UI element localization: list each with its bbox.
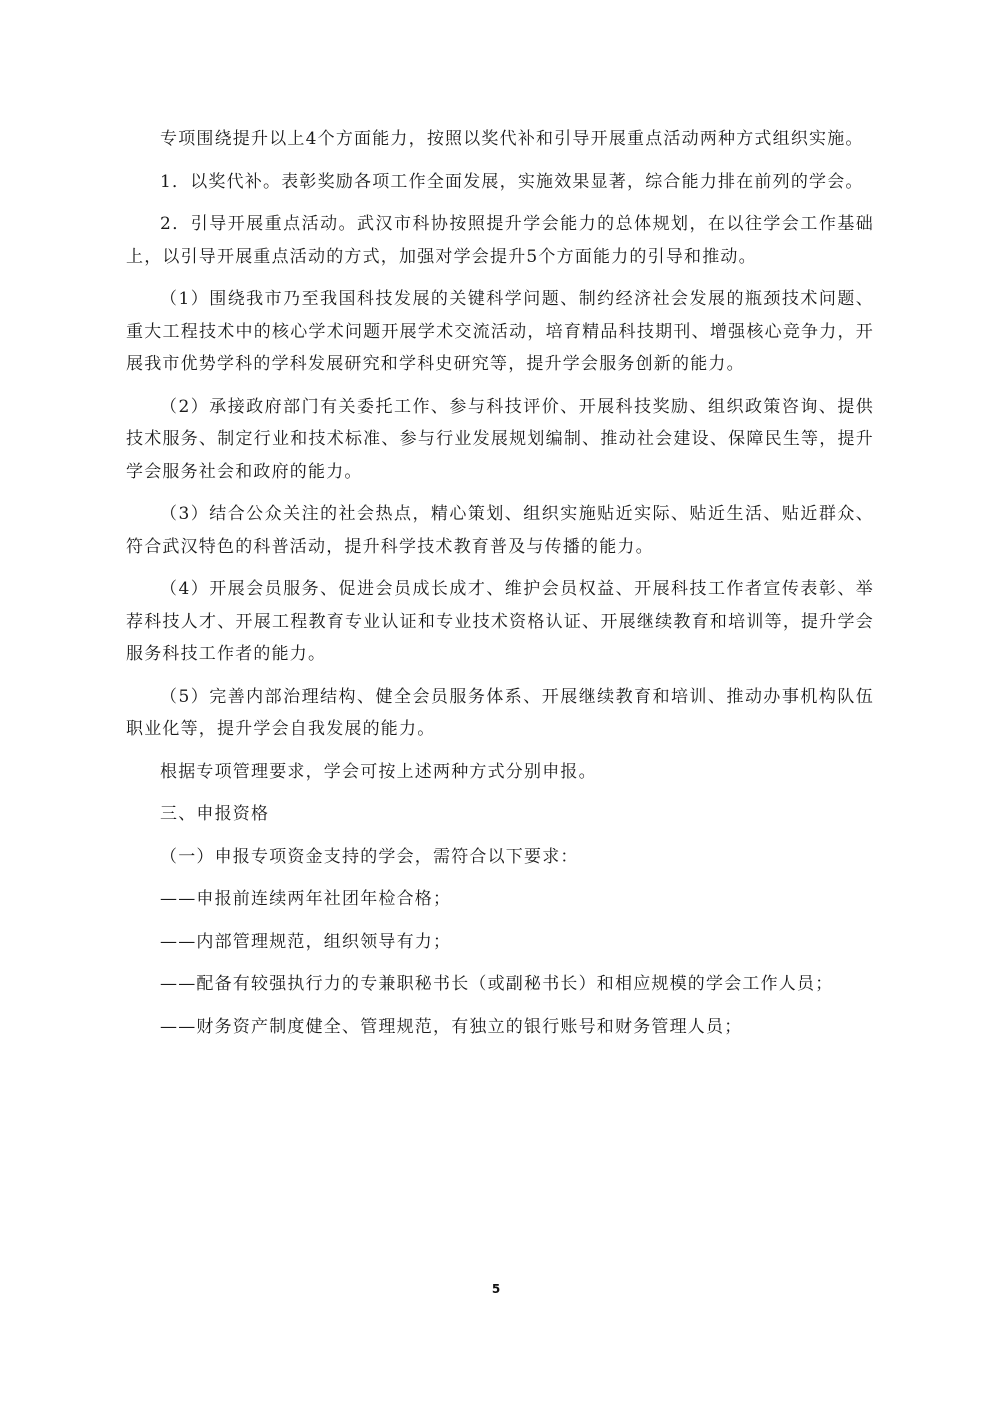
requirement-secretary: ——配备有较强执行力的专兼职秘书长（或副秘书长）和相应规模的学会工作人员；: [160, 974, 834, 994]
subsection-heading-requirements: （一）申报专项资金支持的学会，需符合以下要求：: [160, 846, 579, 867]
page-number: 5: [491, 1282, 501, 1296]
paragraph-implementation-methods: 专项围绕提升以上4个方面能力，按照以奖代补和引导开展重点活动两种方式组织实施。: [160, 129, 864, 149]
paragraph-item-3: （3）结合公众关注的社会热点，精心策划、组织实施贴近实际、贴近生活、贴近群众、符合武汉特色的科普活动，提升科学技术教育普及与传播的能力。: [126, 504, 874, 557]
paragraph-key-activities: 2．引导开展重点活动。武汉市科协按照提升学会能力的总体规划，在以往学会工作基础上，以引导开展重点活动的方式，加强对学会提升5个方面能力的引导和推动。: [126, 214, 874, 267]
paragraph-item-4: （4）开展会员服务、促进会员成长成才、维护会员权益、开展科技工作者宣传表彰、举荐科技人才、开展工程教育专业认证和专业技术资格认证、开展继续教育和培训等，提升学会服务科技工作者的能力。: [126, 579, 874, 664]
requirement-management: ——内部管理规范，组织领导有力；: [160, 931, 452, 952]
document-body: [126, 123, 874, 1043]
paragraph-item-5: （5）完善内部治理结构、健全会员服务体系、开展继续教育和培训、推动办事机构队伍职业化等，提升学会自我发展的能力。: [126, 686, 874, 739]
paragraph-award-subsidy: 1．以奖代补。表彰奖励各项工作全面发展，实施效果显著，综合能力排在前列的学会。: [160, 171, 864, 192]
paragraph-item-2: （2）承接政府部门有关委托工作、参与科技评价、开展科技奖励、组织政策咨询、提供技术服务、制定行业和技术标准、参与行业发展规划编制、推动社会建设、保障民生等，提升学会服务社会和政府的能力。: [126, 396, 874, 482]
section-heading-qualifications: 三、申报资格: [160, 804, 270, 824]
paragraph-item-1: （1）围绕我市乃至我国科技发展的关键科学问题、制约经济社会发展的瓶颈技术问题、重大工程技术中的核心学术问题开展学术交流活动，培育精品科技期刊、增强核心竞争力，开展我市优势学科的学科发展研究和学科史研究等，提升学会服务创新的能力。: [126, 289, 874, 374]
requirement-finance: ——财务资产制度健全、管理规范，有独立的银行账号和财务管理人员；: [160, 1016, 743, 1037]
paragraph-application-note: 根据专项管理要求，学会可按上述两种方式分别申报。: [160, 761, 597, 782]
requirement-annual-inspection: ——申报前连续两年社团年检合格；: [160, 889, 452, 909]
